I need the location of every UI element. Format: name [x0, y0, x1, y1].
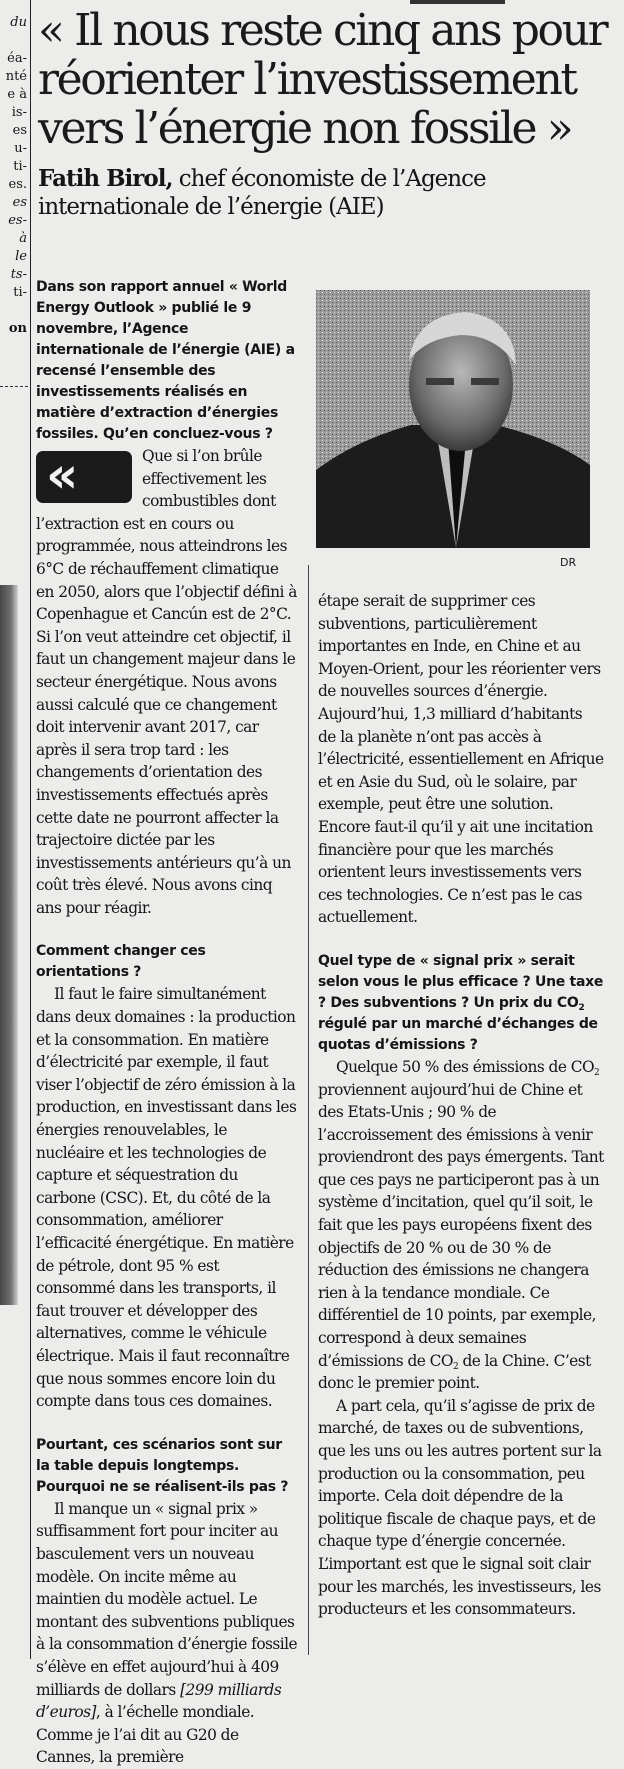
answer-3-text: Il manque un « signal prix » suffisamment fort pour inciter au basculement vers un nouveau modèle. On incite même au maintien du modèle actuel. Le montant des subventions publiques à la consommation d’énergie fossile s’élève en effet aujourd’hui à 409 milliards de dollars — [36, 1499, 298, 1699]
portrait-photo — [316, 290, 590, 548]
headline: « Il nous reste cinq ans pour réorienter l’investissement vers l’énergie non fossile » — [38, 5, 607, 154]
previous-article-fragment: e à — [7, 87, 27, 102]
question-4-text: Quel type de « signal prix » serait selon vous le plus efficace ? Une taxe ? Des subventions ? Un prix du CO — [318, 952, 604, 1011]
answer-4 — [318, 1056, 604, 1395]
quote-mark-icon: « — [46, 446, 73, 504]
previous-article-fragment: du — [10, 15, 27, 30]
previous-article-strip — [0, 0, 30, 1659]
question-3: Pourtant, ces scénarios sont sur la table depuis longtemps. Pourquoi ne se réalisent-ils pas ? — [36, 1436, 289, 1495]
answer-4-text: de la Chine. C’est donc le premier point. — [318, 1351, 591, 1393]
subscript: 2 — [578, 1002, 585, 1013]
previous-article-fragment: es. — [8, 177, 27, 192]
previous-article-fragment: es — [12, 195, 27, 210]
previous-article-fragment: es — [12, 123, 27, 138]
previous-article-fragment: nté — [5, 69, 27, 84]
byline-role: chef économiste de l’Agence internationale de l’énergie (AIE) — [38, 166, 486, 220]
previous-article-fragment: on — [8, 321, 27, 336]
answer-4-text: Quelque 50 % des émissions de CO — [336, 1057, 595, 1076]
previous-article-fragment: is- — [11, 105, 27, 120]
answer-3-italic: [299 milliards d’euros] — [36, 1680, 282, 1722]
answer-4-text: proviennent aujourd’hui de Chine et des Etats-Unis ; 90 % de l’accroissement des émissions à venir proviendront des pays émergents. Tant que ces pays ne participeront pas à un système d’incitation, quel qu’il soit, le fait que les pays européens fixent des objectifs de 20 % ou de 30 % de réduction des émissions ne changera rien à la tendance mondiale. Ce différentiel de 10 points, par exemple, correspond à deux semaines d’émissions de CO — [318, 1080, 604, 1370]
answer-2: Il faut le faire simultanément dans deux domaines : la production et la consommation. En matière d’électricité par exemple, il faut viser l’objectif de zéro émission à la production, en investissant dans les énergies renouvelables, le nucléaire et les technologies de capture et séquestration du carbone (CSC). Et, du côté de la consommation, améliorer l’efficacité énergétique. En matière de pétrole, dont 95 % est consommé dans les transports, il faut trouver et développer des alternatives, comme le véhicule électrique. Mais il faut reconnaître que nous sommes encore loin du compte dans tous ces domaines. — [36, 985, 297, 1411]
question-2: Comment changer ces orientations ? — [36, 943, 206, 981]
answer-3-continued: étape serait de supprimer ces subventions, particulièrement importantes en Inde, en Chine et au Moyen-Orient, pour les réorienter vers de nouvelles sources d’énergie. Aujourd’hui, 1,3 milliard d’habitants de la planète n’ont pas accès à l’électricité, essentiellement en Afrique et en Asie du Sud, où le solaire, par exemple, peut être une solution. Encore faut-il qu’il y ait une incitation financière pour que les marchés orientent leurs investissements vers ces technologies. Ce n’est pas le cas actuellement. — [318, 592, 604, 927]
top-rule — [410, 0, 505, 4]
question-1: Dans son rapport annuel « World Energy Outlook » publié le 9 novembre, l’Agence internationale de l’énergie (AIE) a recensé l’ensemble des investissements réalisés en matière d’extraction d’énergies fossiles. Qu’en concluez-vous ? — [36, 279, 295, 442]
subscript: 2 — [452, 1361, 459, 1372]
column-rule-inner — [308, 565, 309, 1655]
byline-name: Fatih Birol, — [38, 165, 173, 192]
previous-article-fragment: ti- — [13, 285, 27, 300]
previous-article-fragment: le — [15, 249, 27, 264]
previous-article-fragment: es- — [8, 213, 27, 228]
previous-article-fragment: u- — [14, 141, 27, 156]
answer-5: A part cela, qu’il s’agisse de prix de marché, de taxes ou de subventions, que les uns ou les autres portent sur la production ou la consommation, peu importe. Cela doit dépendre de la politique fiscale de chaque pays, et de chaque type d’énergie concernée. L’important est que le signal soit clair pour les marchés, les investisseurs, les producteurs et les consommateurs. — [318, 1396, 602, 1619]
question-4-text-end: régulé par un marché d’échanges de quotas d’émissions ? — [318, 1015, 598, 1053]
column-1 — [36, 277, 298, 1769]
previous-article-fragment: ts- — [10, 267, 27, 282]
question-4 — [318, 951, 604, 1056]
subscript: 2 — [594, 1067, 600, 1078]
answer-3 — [36, 1498, 298, 1769]
column-rule — [30, 0, 31, 1659]
answer-3-text: , à l’échelle mondiale. Comme je l’ai dit au G20 de Cannes, la première — [36, 1703, 255, 1767]
portrait-image — [316, 290, 590, 548]
previous-article-fragment: à — [19, 231, 27, 246]
previous-article-fragment: éa- — [7, 51, 27, 66]
answer-1: Que si l’on brûle effectivement les combustibles dont l’extraction est en cours ou programmée, nous atteindrons les 6°C de réchauffement climatique en 2050, alors que l’objectif défini à Copenhague et Cancún est de 2°C. Si l’on veut atteindre cet objectif, il faut un changement majeur dans le secteur énergétique. Nous avons aussi calculé que ce changement doit intervenir avant 2017, car après il sera trop tard : les changements d’orientation des investissements effectués après cette date ne pourront affecter la trajectoire dictée par les investissements antérieurs qu’à un coût très élevé. Nous avons cinq ans pour réagir. — [36, 447, 297, 917]
previous-article-fragment: ti- — [13, 159, 27, 174]
dotted-separator — [0, 386, 28, 387]
column-2 — [318, 590, 604, 1621]
byline — [38, 165, 598, 221]
photo-credit: DR — [560, 556, 577, 569]
previous-article-photo-edge — [0, 585, 18, 1305]
quote-mark-box — [36, 446, 132, 504]
